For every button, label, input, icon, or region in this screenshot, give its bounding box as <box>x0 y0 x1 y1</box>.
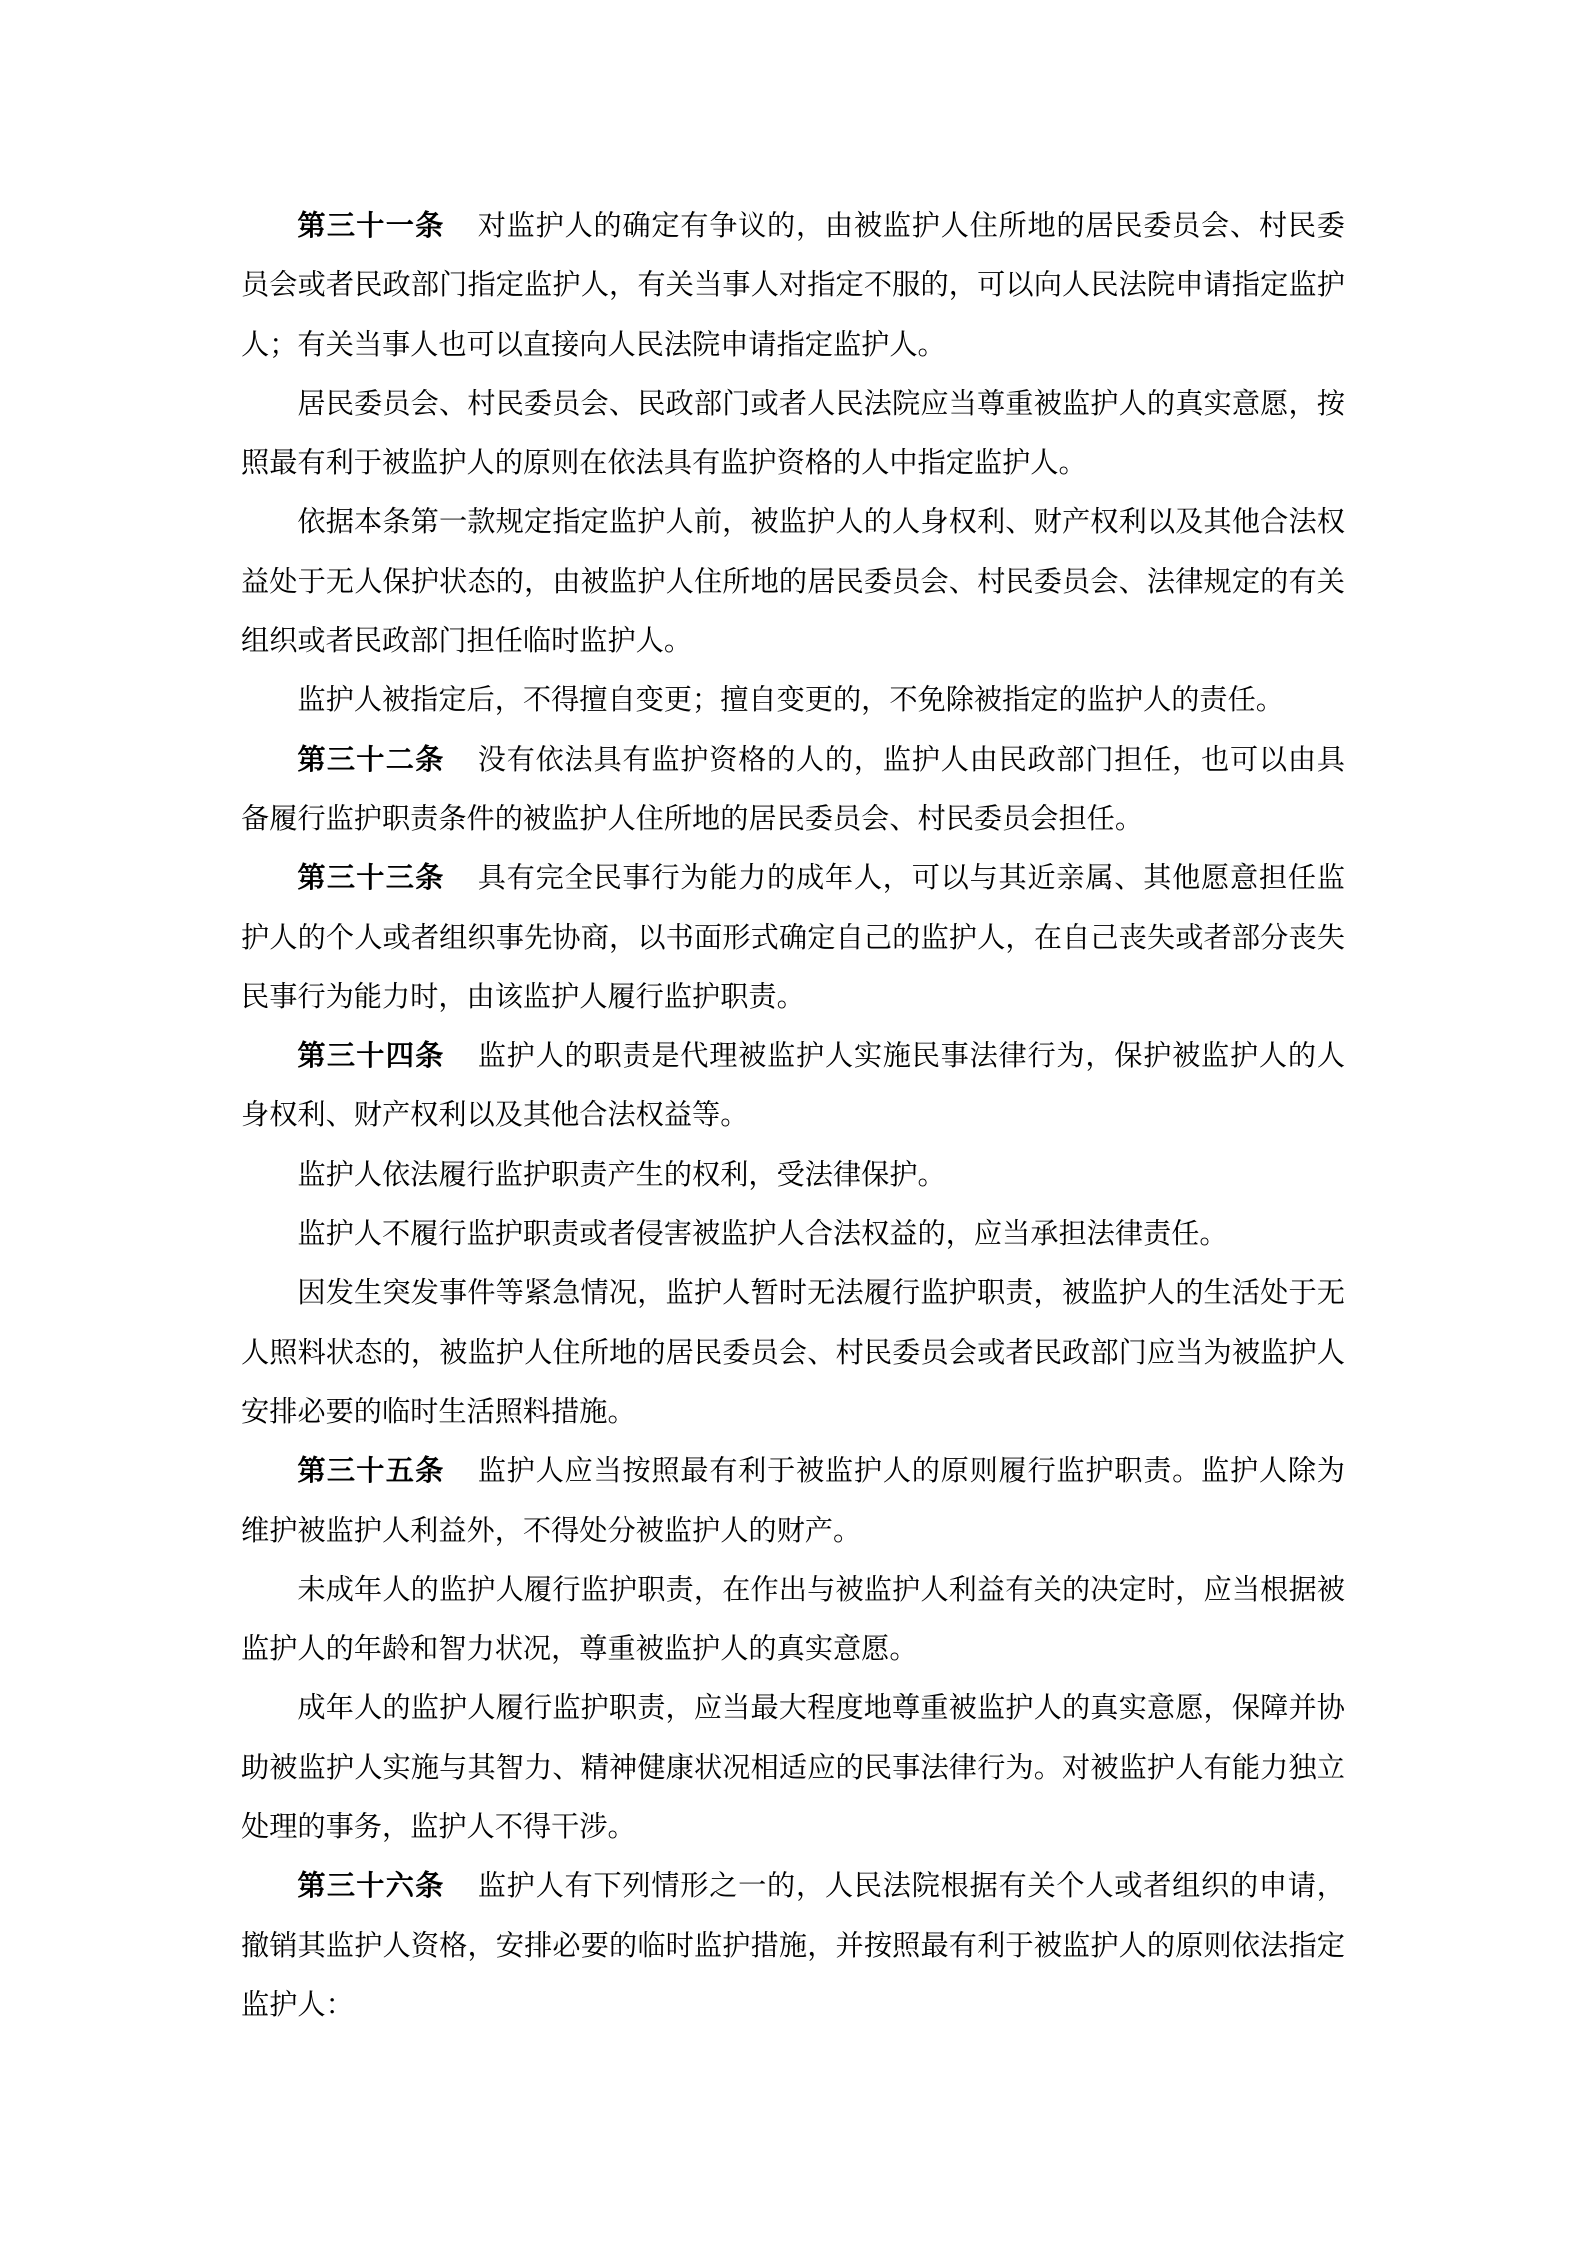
article-34-paragraph-1 <box>241 1026 1345 1145</box>
article-35-paragraph-1 <box>241 1441 1345 1560</box>
paragraph-text: 监护人的职责是代理被监护人实施民事法律行为，保护被监护人的人身权利、财产权利以及其他合法权益等。 <box>241 1039 1345 1132</box>
article-33 <box>241 848 1345 1026</box>
article-32 <box>241 730 1345 849</box>
paragraph-text: 对监护人的确定有争议的，由被监护人住所地的居民委员会、村民委员会或者民政部门指定监护人，有关当事人对指定不服的，可以向人民法院申请指定监护人；有关当事人也可以直接向人民法院申请指定监护人。 <box>241 209 1345 361</box>
article-36-paragraph-1 <box>241 1856 1345 2034</box>
article-31-paragraph-4: 监护人被指定后，不得擅自变更；擅自变更的，不免除被指定的监护人的责任。 <box>297 683 1284 717</box>
paragraph-text: 监护人应当按照最有利于被监护人的原则履行监护职责。监护人除为维护被监护人利益外，不得处分被监护人的财产。 <box>241 1454 1345 1547</box>
paragraph-text: 具有完全民事行为能力的成年人，可以与其近亲属、其他愿意担任监护人的个人或者组织事先协商，以书面形式确定自己的监护人，在自己丧失或者部分丧失民事行为能力时，由该监护人履行监护职责。 <box>241 861 1345 1013</box>
article-31-paragraph-1 <box>241 196 1345 374</box>
article-34 <box>241 1026 1345 1441</box>
article-31-paragraph-3: 依据本条第一款规定指定监护人前，被监护人的人身权利、财产权利以及其他合法权益处于无人保护状态的，由被监护人住所地的居民委员会、村民委员会、法律规定的有关组织或者民政部门担任临时监护人。 <box>241 505 1345 658</box>
article-34-paragraph-3: 监护人不履行监护职责或者侵害被监护人合法权益的，应当承担法律责任。 <box>297 1217 1228 1251</box>
article-number: 第三十四条 <box>297 1039 445 1073</box>
paragraph-text: 监护人有下列情形之一的，人民法院根据有关个人或者组织的申请，撤销其监护人资格，安排必要的临时监护措施，并按照最有利于被监护人的原则依法指定监护人： <box>241 1869 1345 2021</box>
article-35-paragraph-2: 未成年人的监护人履行监护职责，在作出与被监护人利益有关的决定时，应当根据被监护人的年龄和智力状况，尊重被监护人的真实意愿。 <box>241 1572 1345 1666</box>
article-number: 第三十二条 <box>297 742 445 776</box>
article-31 <box>241 196 1345 730</box>
paragraph-text: 没有依法具有监护资格的人的，监护人由民政部门担任，也可以由具备履行监护职责条件的被监护人住所地的居民委员会、村民委员会担任。 <box>241 742 1345 835</box>
article-32-paragraph-1 <box>241 730 1345 849</box>
document-page <box>241 196 1345 2034</box>
article-number: 第三十六条 <box>297 1869 445 1903</box>
article-35 <box>241 1441 1345 1856</box>
article-34-paragraph-4: 因发生突发事件等紧急情况，监护人暂时无法履行监护职责，被监护人的生活处于无人照料状态的，被监护人住所地的居民委员会、村民委员会或者民政部门应当为被监护人安排必要的临时生活照料措施。 <box>241 1276 1345 1428</box>
article-31-paragraph-2: 居民委员会、村民委员会、民政部门或者人民法院应当尊重被监护人的真实意愿，按照最有利于被监护人的原则在依法具有监护资格的人中指定监护人。 <box>241 386 1345 480</box>
article-34-paragraph-2: 监护人依法履行监护职责产生的权利，受法律保护。 <box>297 1157 946 1191</box>
article-number: 第三十一条 <box>297 209 445 242</box>
article-33-paragraph-1 <box>241 848 1345 1026</box>
article-number: 第三十三条 <box>297 861 445 895</box>
article-36 <box>241 1856 1345 2034</box>
article-number: 第三十五条 <box>297 1454 445 1488</box>
article-35-paragraph-3: 成年人的监护人履行监护职责，应当最大程度地尊重被监护人的真实意愿，保障并协助被监护人实施与其智力、精神健康状况相适应的民事法律行为。对被监护人有能力独立处理的事务，监护人不得干涉。 <box>241 1691 1345 1844</box>
